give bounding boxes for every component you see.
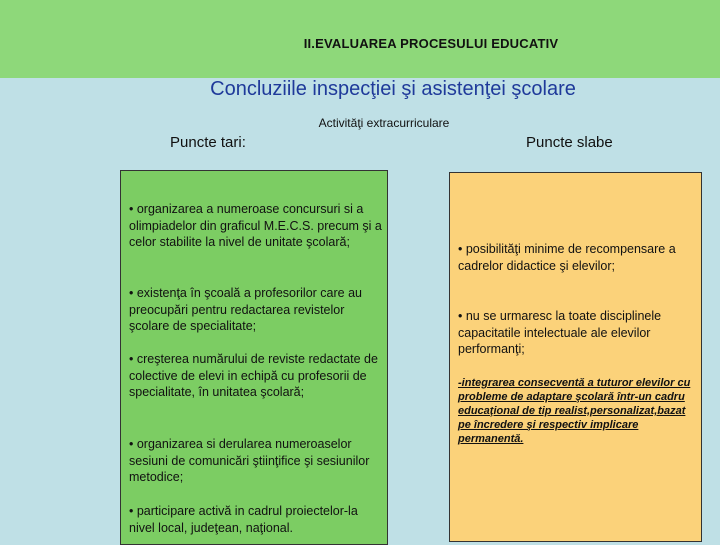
weakness-item: • nu se urmaresc la toate disciplinele capacitatile intelectuale ale elevilor performanţi; — [458, 309, 662, 356]
page-subtitle: Activităţi extracurriculare — [318, 116, 450, 130]
strength-item: • creşterea numărului de reviste redactate de colective de elevi in echipă cu profesorii de specialitate, în unitatea şcolară; — [129, 352, 378, 399]
strength-item: • organizarea a numeroase concursuri si a olimpiadelor din graficul M.E.C.S. precum şi a celor stabilite la nivel de unitate şcolară; — [129, 202, 382, 249]
page-title: Concluziile inspecţiei şi asistenţei şcolare — [210, 78, 576, 100]
strength-item: • existenţa în şcoală a profesorilor care au preocupări pentru redactarea revistelor şcolare de specialitate; — [129, 286, 362, 333]
weaknesses-heading: Puncte slabe — [526, 134, 613, 151]
strength-item: • organizarea si derularea numeroaselor sesiuni de comunicări ştiinţifice şi sesiunilor metodice; — [129, 437, 370, 484]
strengths-box — [120, 170, 388, 545]
section-title: II.EVALUAREA PROCESULUI EDUCATIV — [303, 36, 559, 51]
weakness-item: • posibilităţi minime de recompensare a cadrelor didactice şi elevilor; — [458, 242, 676, 273]
strengths-heading: Puncte tari: — [170, 134, 246, 151]
weaknesses-box — [449, 172, 702, 542]
strength-item: • participare activă in cadrul proiectelor-la nivel local, judeţean, naţional. — [129, 504, 358, 535]
weakness-item: -integrarea consecventă a tuturor elevilor cu probleme de adaptare şcolară într-un cadru educaţional de tip realist,personalizat,bazat pe încredere şi respectiv implicare permanentă. — [458, 377, 691, 445]
